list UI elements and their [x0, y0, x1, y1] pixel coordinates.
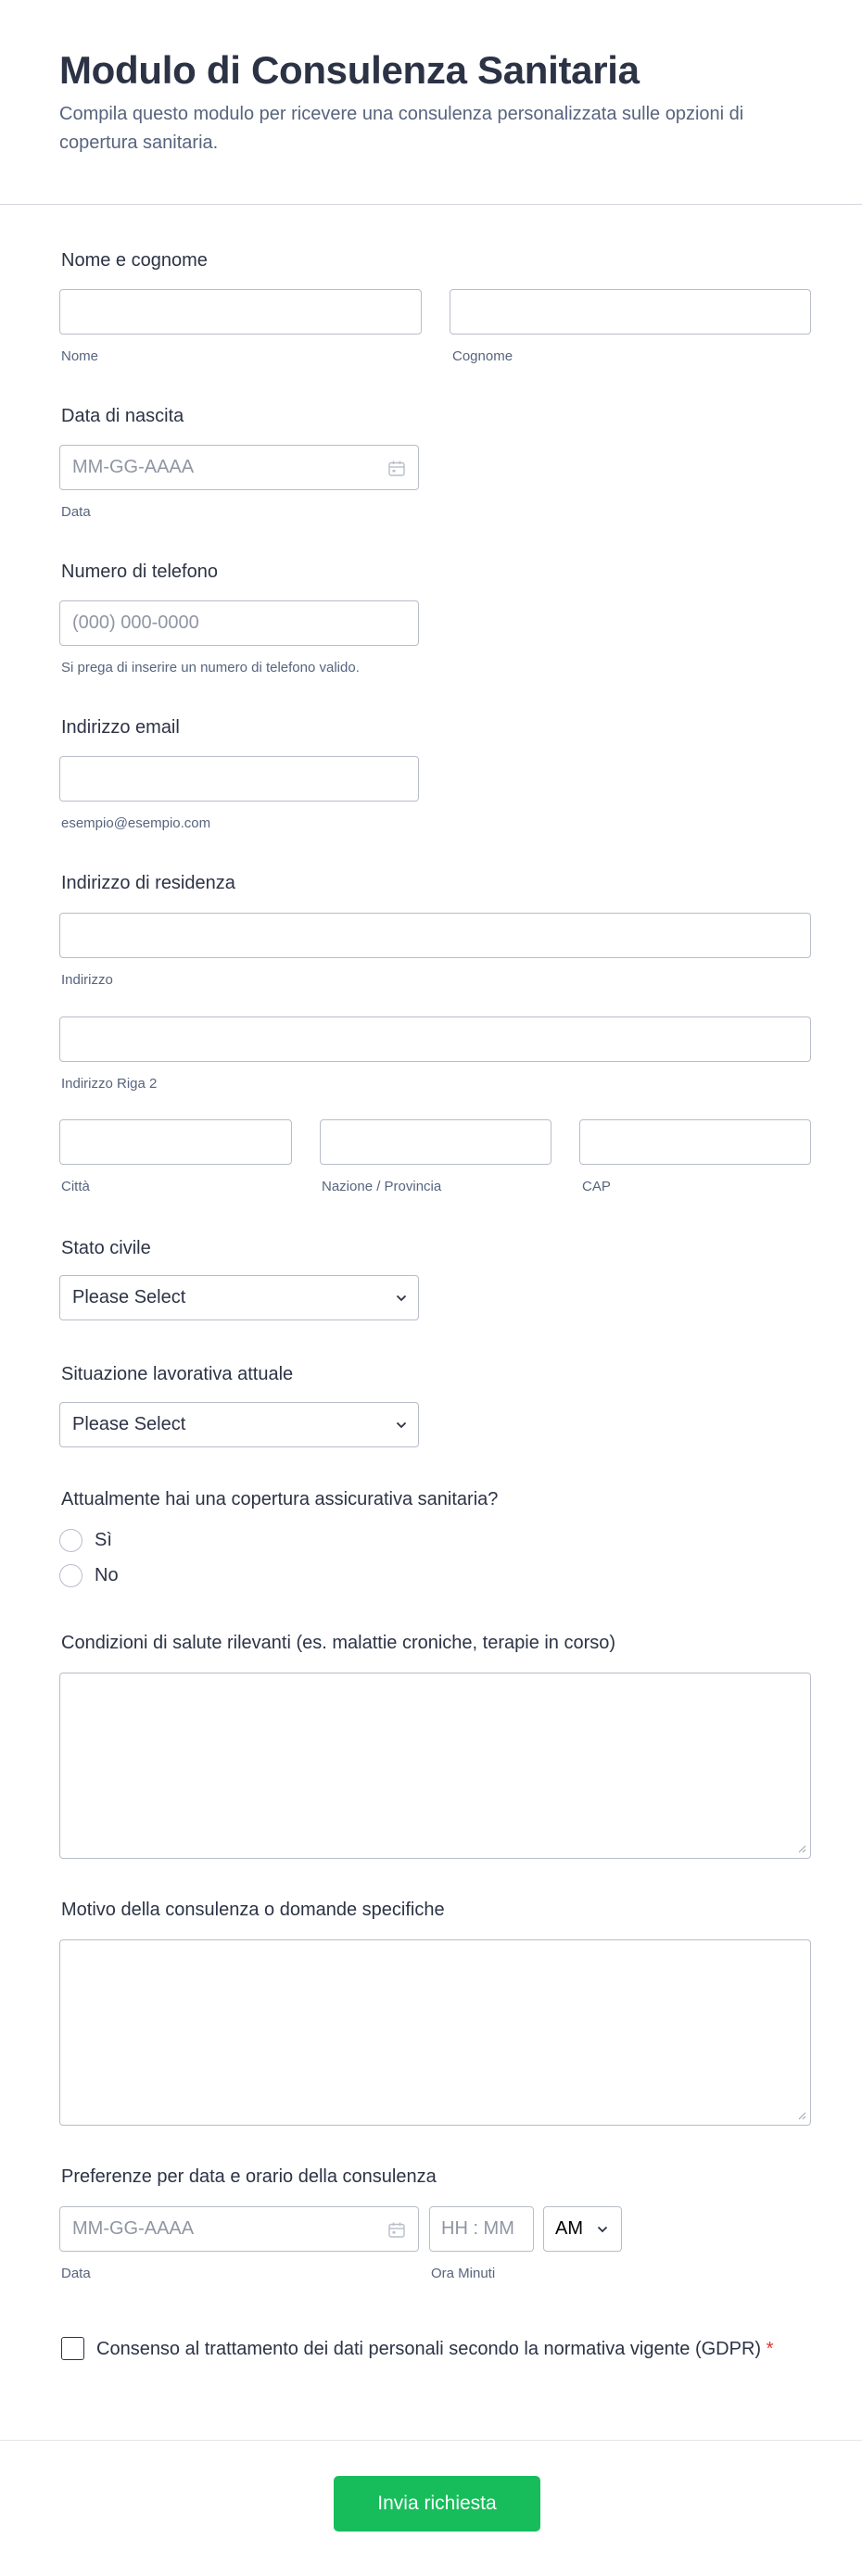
employment-selected: Please Select [72, 1414, 186, 1434]
preferred-date-sublabel: Data [61, 2266, 91, 2281]
birth-date-label: Data di nascita [61, 406, 184, 426]
email-input[interactable] [59, 756, 419, 802]
first-name-sublabel: Nome [61, 348, 99, 364]
zip-code-sublabel: CAP [582, 1179, 611, 1194]
ampm-select[interactable] [543, 2206, 622, 2252]
reason-label: Motivo della consulenza o domande specifiche [61, 1900, 445, 1920]
resize-grip-icon[interactable] [797, 1844, 806, 1853]
street-address-line2-input[interactable] [59, 1017, 811, 1062]
birth-date-input[interactable] [59, 445, 419, 490]
street-address-sublabel: Indirizzo [61, 972, 113, 988]
employment-label: Situazione lavorativa attuale [61, 1364, 294, 1384]
last-name-sublabel: Cognome [452, 348, 513, 364]
insurance-option-label: No [95, 1565, 119, 1585]
calendar-icon[interactable] [388, 461, 405, 476]
insurance-label: Attualmente hai una copertura assicurativa sanitaria? [61, 1489, 499, 1509]
preferred-time-input[interactable] [429, 2206, 534, 2252]
chevron-down-icon [396, 1421, 407, 1430]
birth-date-sublabel: Data [61, 504, 91, 520]
street-address-input[interactable] [59, 913, 811, 958]
reason-textarea[interactable] [59, 1939, 811, 2126]
form-header [0, 0, 862, 205]
marital-status-label: Stato civile [61, 1238, 151, 1258]
city-sublabel: Città [61, 1179, 90, 1194]
preferred-time-sublabel: Ora Minuti [431, 2266, 496, 2281]
conditions-label: Condizioni di salute rilevanti (es. malattie croniche, terapie in corso) [61, 1633, 616, 1653]
phone-label: Numero di telefono [61, 562, 218, 582]
state-province-sublabel: Nazione / Provincia [322, 1179, 442, 1194]
state-province-input[interactable] [320, 1119, 551, 1165]
required-mark: * [766, 2339, 774, 2359]
ampm-selected: AM [555, 2218, 583, 2239]
street-address-line2-sublabel: Indirizzo Riga 2 [61, 1076, 158, 1092]
city-input[interactable] [59, 1119, 292, 1165]
chevron-down-icon [396, 1294, 407, 1303]
radio-button[interactable] [59, 1529, 82, 1552]
form-title: Modulo di Consulenza Sanitaria [59, 48, 640, 92]
conditions-textarea[interactable] [59, 1673, 811, 1859]
email-sublabel: esempio@esempio.com [61, 815, 211, 831]
resize-grip-icon[interactable] [797, 2111, 806, 2120]
marital-status-selected: Please Select [72, 1287, 186, 1307]
phone-input[interactable] [59, 600, 419, 646]
last-name-input[interactable] [450, 289, 811, 335]
preferences-label: Preferenze per data e orario della consulenza [61, 2166, 437, 2187]
form-subtitle: Compila questo modulo per ricevere una consulenza personalizzata sulle opzioni di copertura sanitaria. [59, 104, 744, 153]
marital-status-select[interactable] [59, 1275, 419, 1320]
consent-label [61, 2336, 803, 2362]
chevron-down-icon [597, 2225, 608, 2234]
insurance-option-label: Sì [95, 1530, 112, 1550]
first-name-input[interactable] [59, 289, 422, 335]
zip-code-input[interactable] [579, 1119, 811, 1165]
preferred-date-input[interactable] [59, 2206, 419, 2252]
email-label: Indirizzo email [61, 717, 180, 738]
phone-sublabel: Si prega di inserire un numero di telefono valido. [61, 660, 360, 676]
employment-select[interactable] [59, 1402, 419, 1447]
consent-text: Consenso al trattamento dei dati personali secondo la normativa vigente (GDPR) [96, 2339, 762, 2359]
calendar-icon[interactable] [388, 2222, 405, 2238]
address-label: Indirizzo di residenza [61, 873, 235, 893]
full-name-label: Nome e cognome [61, 250, 208, 271]
radio-button[interactable] [59, 1564, 82, 1587]
footer-divider [0, 2440, 862, 2441]
submit-button[interactable]: Invia richiesta [334, 2476, 540, 2532]
